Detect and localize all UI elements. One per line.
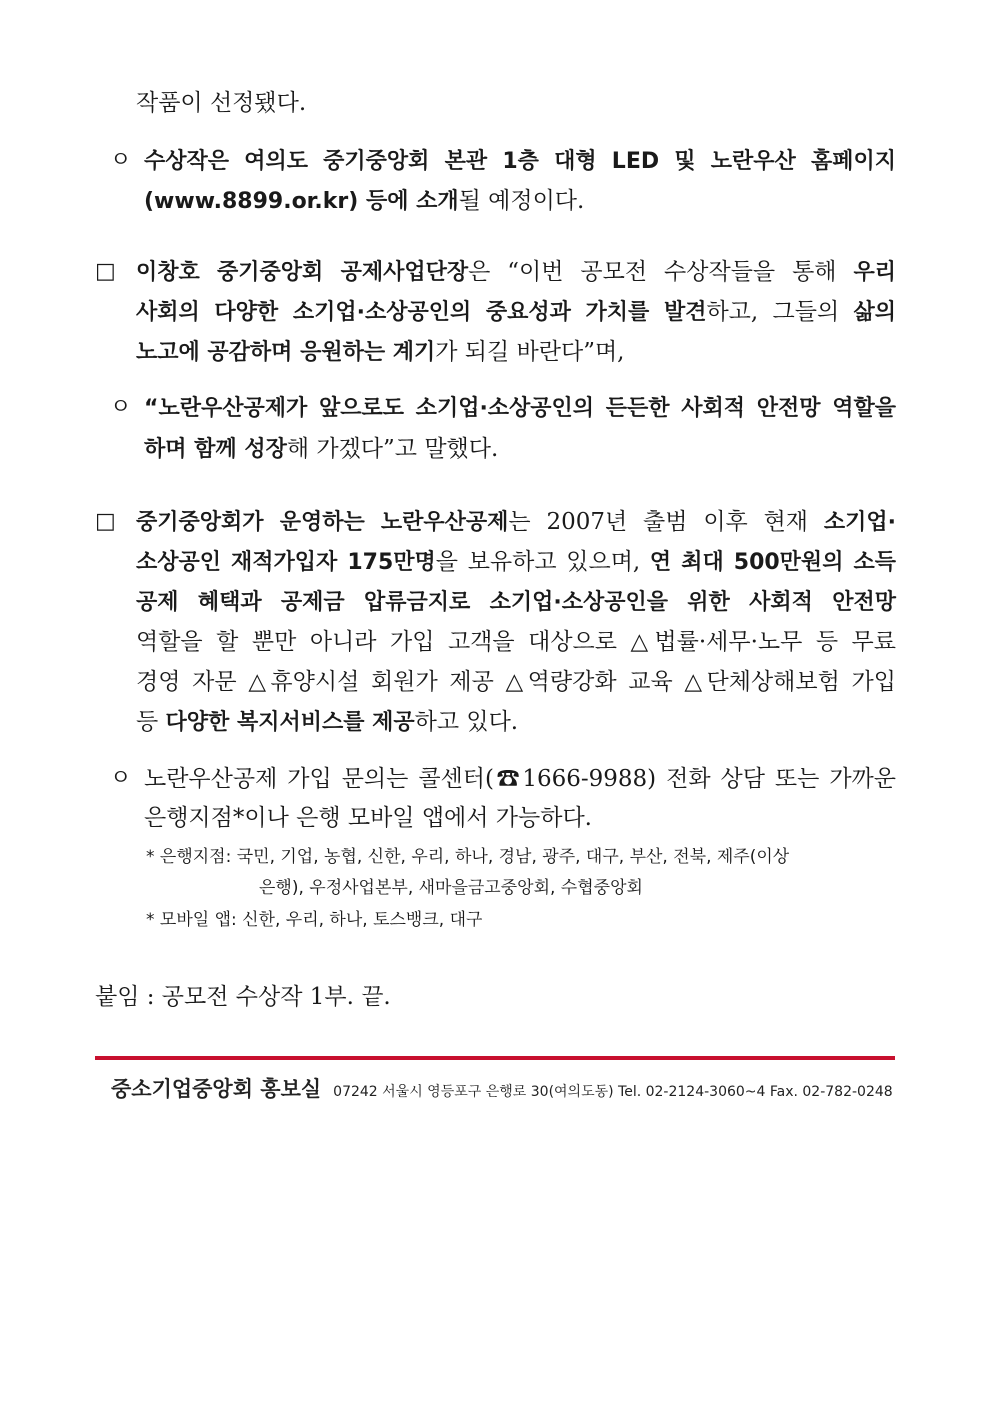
body-text-line: 등 다양한 복지서비스를 제공하고 있다. [136, 709, 519, 735]
body-text-line: 노란우산공제 가입 문의는 콜센터(☎1666-9988) 전화 상담 또는 가까운 [144, 766, 896, 792]
footnote: * 모바일 앱: 신한, 우리, 하나, 토스뱅크, 대구 [146, 910, 483, 930]
body-text-line: “노란우산공제가 앞으로도 소기업·소상공인의 든든한 사회적 안전망 역할을 [144, 396, 896, 421]
circle-bullet-icon: ㅇ [110, 766, 132, 791]
body-text-line: 은행지점*이나 은행 모바일 앱에서 가능하다. [144, 805, 592, 831]
body-text-line: 노고에 공감하며 응원하는 계기가 되길 바란다”며, [136, 339, 625, 365]
footer-organization: 중소기업중앙회 홍보실 [111, 1077, 322, 1101]
footer [111, 1073, 893, 1103]
footnote: 은행), 우정사업본부, 새마을금고중앙회, 수협중앙회 [259, 878, 643, 898]
body-text-line: 사회의 다양한 소기업·소상공인의 중요성과 가치를 발견하고, 그들의 삶의 [136, 299, 896, 325]
attachment-line: 붙임 : 공모전 수상작 1부. 끝. [95, 984, 391, 1010]
footer-address: 07242 서울시 영등포구 은행로 30(여의도동) Tel. 02-2124-3060~4 Fax. 02-782-0248 [333, 1084, 893, 1100]
body-text-line: 공제 혜택과 공제금 압류금지로 소기업·소상공인을 위한 사회적 안전망 [136, 590, 896, 615]
square-bullet-icon: □ [95, 259, 116, 284]
body-text-line: 수상작은 여의도 중기중앙회 본관 1층 대형 LED 및 노란우산 홈페이지 [144, 149, 896, 174]
footnote: * 은행지점: 국민, 기업, 농협, 신한, 우리, 하나, 경남, 광주, 대구, 부산, 전북, 제주(이상 [146, 847, 790, 867]
body-text-line: 중기중앙회가 운영하는 노란우산공제는 2007년 출범 이후 현재 소기업· [136, 509, 896, 535]
body-text-line: 소상공인 재적가입자 175만명을 보유하고 있으며, 연 최대 500만원의 소득 [136, 549, 896, 575]
circle-bullet-icon: ㅇ [110, 395, 132, 420]
footer-divider [95, 1056, 895, 1060]
body-text-line: 역할을 할 뿐만 아니라 가입 고객을 대상으로 △법률·세무·노무 등 무료 [136, 629, 896, 655]
body-text-line: 하며 함께 성장해 가겠다”고 말했다. [144, 436, 499, 462]
body-text-line: 경영 자문 △휴양시설 회원가 제공 △역량강화 교육 △단체상해보험 가입 [136, 669, 896, 695]
body-text-line: 작품이 선정됐다. [136, 90, 307, 116]
telephone-icon: ☎ [493, 766, 523, 792]
body-text-line: 이창호 중기중앙회 공제사업단장은 “이번 공모전 수상작들을 통해 우리 [136, 259, 896, 285]
circle-bullet-icon: ㅇ [110, 148, 132, 173]
body-text-line: (www.8899.or.kr) 등에 소개될 예정이다. [144, 188, 585, 214]
square-bullet-icon: □ [95, 509, 116, 534]
